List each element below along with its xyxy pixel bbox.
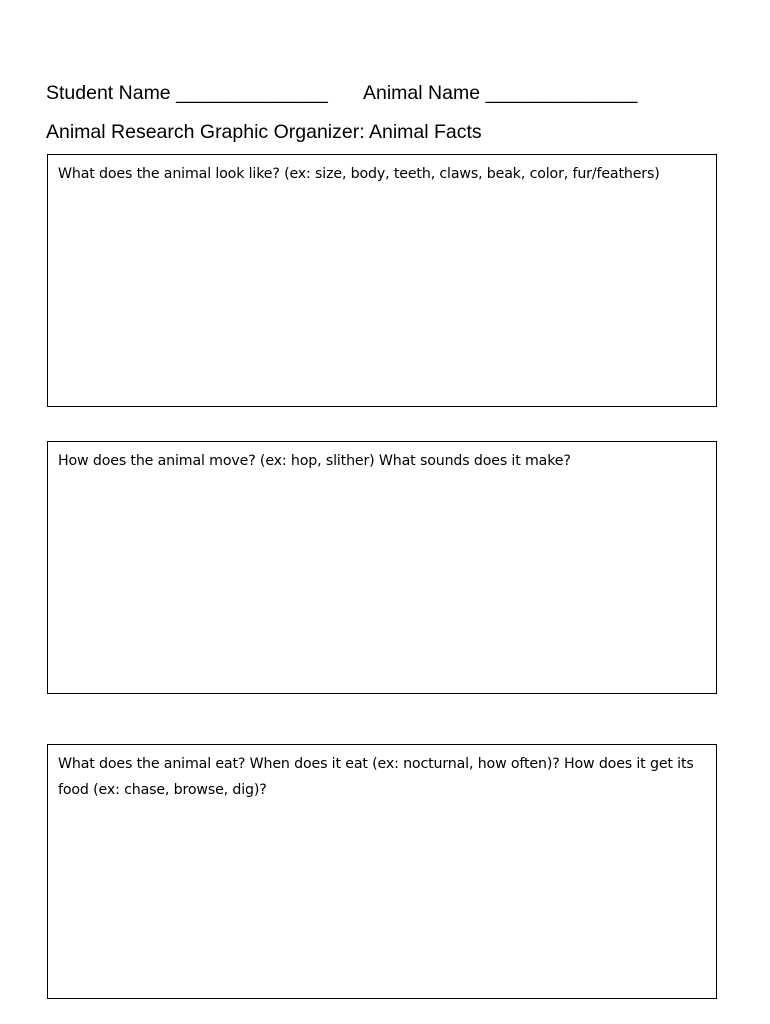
appearance-prompt: What does the animal look like? (ex: size, body, teeth, claws, beak, color, fur/feathers) [58, 166, 660, 182]
movement-prompt: How does the animal move? (ex: hop, slither) What sounds does it make? [58, 453, 571, 469]
student-name-field[interactable]: Student Name ______________ [46, 82, 328, 104]
page-title: Animal Research Graphic Organizer: Animal Facts [46, 121, 482, 143]
movement-answer-box[interactable] [47, 441, 717, 694]
diet-prompt: What does the animal eat? When does it eat (ex: nocturnal, how often)? How does it get its food (ex: chase, browse, dig)? [58, 756, 694, 798]
appearance-answer-box[interactable] [47, 154, 717, 407]
diet-answer-box[interactable] [47, 744, 717, 999]
animal-name-field[interactable]: Animal Name ______________ [363, 82, 638, 104]
